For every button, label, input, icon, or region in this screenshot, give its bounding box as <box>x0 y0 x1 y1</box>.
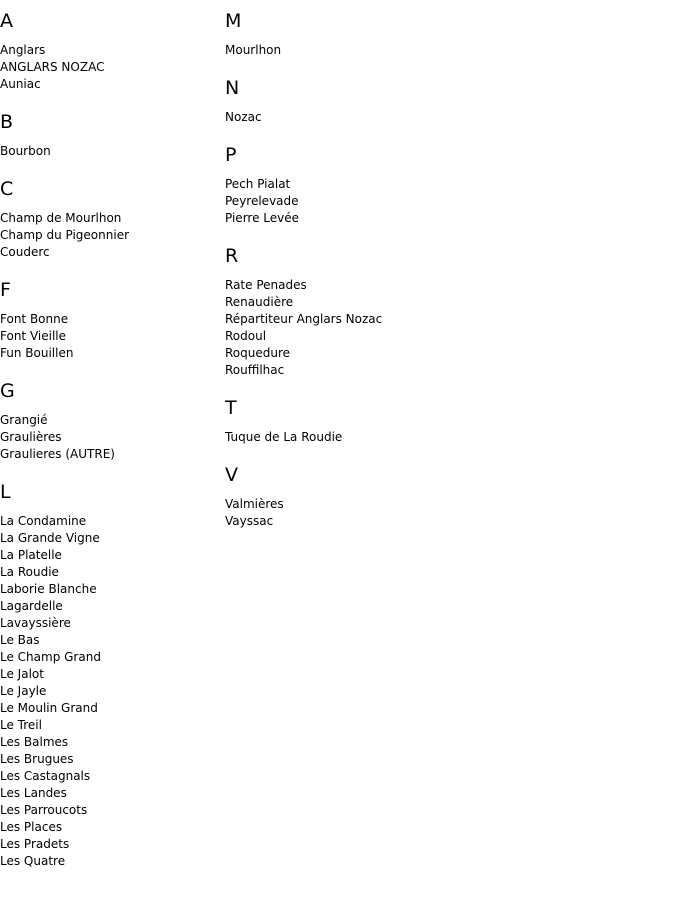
place-link[interactable]: Fun Bouillen <box>0 346 74 360</box>
place-link[interactable]: La Condamine <box>0 514 87 528</box>
place-link[interactable]: Laborie Blanche <box>0 582 97 596</box>
index-column-right <box>225 10 485 548</box>
entry-list <box>225 496 485 530</box>
place-link[interactable]: Rouffilhac <box>225 363 285 377</box>
place-link[interactable]: Pierre Levée <box>225 211 300 225</box>
place-link[interactable]: Répartiteur Anglars Nozac <box>225 312 383 326</box>
letter-heading: A <box>0 10 13 32</box>
entry-list <box>225 277 485 379</box>
place-link[interactable]: La Roudie <box>0 565 59 579</box>
place-link[interactable]: Vayssac <box>225 514 274 528</box>
letter-group-c <box>0 178 220 261</box>
place-link[interactable]: Les Pradets <box>0 837 70 851</box>
entry-list <box>225 42 485 59</box>
place-link[interactable]: Les Landes <box>0 786 67 800</box>
place-link[interactable]: Lavayssière <box>0 616 71 630</box>
letter-group-a <box>0 10 220 93</box>
place-link[interactable]: Nozac <box>225 110 262 124</box>
place-link[interactable]: Les Brugues <box>0 752 74 766</box>
letter-group-t <box>225 397 485 446</box>
letter-heading: F <box>0 279 11 301</box>
entry-list <box>225 109 485 126</box>
place-link[interactable]: Font Vieille <box>0 329 66 343</box>
place-link[interactable]: Peyrelevade <box>225 194 299 208</box>
letter-heading: V <box>225 464 238 486</box>
place-link[interactable]: Champ du Pigeonnier <box>0 228 130 242</box>
place-link[interactable]: Valmières <box>225 497 284 511</box>
entry-list <box>0 210 220 261</box>
place-link[interactable]: La Grande Vigne <box>0 531 100 545</box>
place-link[interactable]: Rate Penades <box>225 278 307 292</box>
letter-group-r <box>225 245 485 379</box>
place-link[interactable]: Les Balmes <box>0 735 69 749</box>
place-link[interactable]: Lagardelle <box>0 599 63 613</box>
entry-list <box>225 176 485 227</box>
place-link[interactable]: Font Bonne <box>0 312 69 326</box>
place-link[interactable]: Mourlhon <box>225 43 282 57</box>
place-link[interactable]: Tuque de La Roudie <box>225 430 343 444</box>
place-link[interactable]: Les Parroucots <box>0 803 88 817</box>
place-link[interactable]: Le Champ Grand <box>0 650 101 664</box>
entry-list <box>0 143 220 160</box>
letter-heading: L <box>0 481 11 503</box>
place-link[interactable]: Bourbon <box>0 144 51 158</box>
place-link[interactable]: Renaudière <box>225 295 294 309</box>
place-link[interactable]: Graulières <box>0 430 62 444</box>
entry-list <box>0 412 220 463</box>
entry-list <box>0 311 220 362</box>
letter-heading: T <box>225 397 237 419</box>
place-link[interactable]: Pech Pialat <box>225 177 291 191</box>
place-link[interactable]: Les Quatre <box>0 854 66 868</box>
entry-list <box>0 513 220 870</box>
entry-list <box>0 42 220 93</box>
place-link[interactable]: Le Treil <box>0 718 42 732</box>
letter-group-m <box>225 10 485 59</box>
place-link[interactable]: Anglars <box>0 43 46 57</box>
place-link[interactable]: Champ de Mourlhon <box>0 211 122 225</box>
letter-group-p <box>225 144 485 227</box>
place-link[interactable]: Auniac <box>0 77 41 91</box>
place-link[interactable]: Graulieres (AUTRE) <box>0 447 115 461</box>
index-column-left <box>0 10 220 888</box>
place-link[interactable]: Rodoul <box>225 329 267 343</box>
place-link[interactable]: Les Places <box>0 820 63 834</box>
letter-heading: N <box>225 77 240 99</box>
letter-group-l <box>0 481 220 870</box>
place-link[interactable]: Roquedure <box>225 346 291 360</box>
letter-group-b <box>0 111 220 160</box>
place-link[interactable]: Grangié <box>0 413 48 427</box>
letter-heading: C <box>0 178 14 200</box>
letter-heading: B <box>0 111 14 133</box>
letter-heading: P <box>225 144 237 166</box>
letter-heading: G <box>0 380 15 402</box>
place-link[interactable]: Couderc <box>0 245 50 259</box>
letter-group-v <box>225 464 485 530</box>
place-link[interactable]: La Platelle <box>0 548 62 562</box>
letter-group-n <box>225 77 485 126</box>
letter-group-g <box>0 380 220 463</box>
place-link[interactable]: Les Castagnals <box>0 769 91 783</box>
letter-heading: M <box>225 10 242 32</box>
letter-heading: R <box>225 245 239 267</box>
entry-list <box>225 429 485 446</box>
place-link[interactable]: Le Bas <box>0 633 40 647</box>
place-link[interactable]: Le Jalot <box>0 667 44 681</box>
place-link[interactable]: Le Jayle <box>0 684 47 698</box>
letter-group-f <box>0 279 220 362</box>
place-link[interactable]: ANGLARS NOZAC <box>0 60 105 74</box>
place-link[interactable]: Le Moulin Grand <box>0 701 98 715</box>
